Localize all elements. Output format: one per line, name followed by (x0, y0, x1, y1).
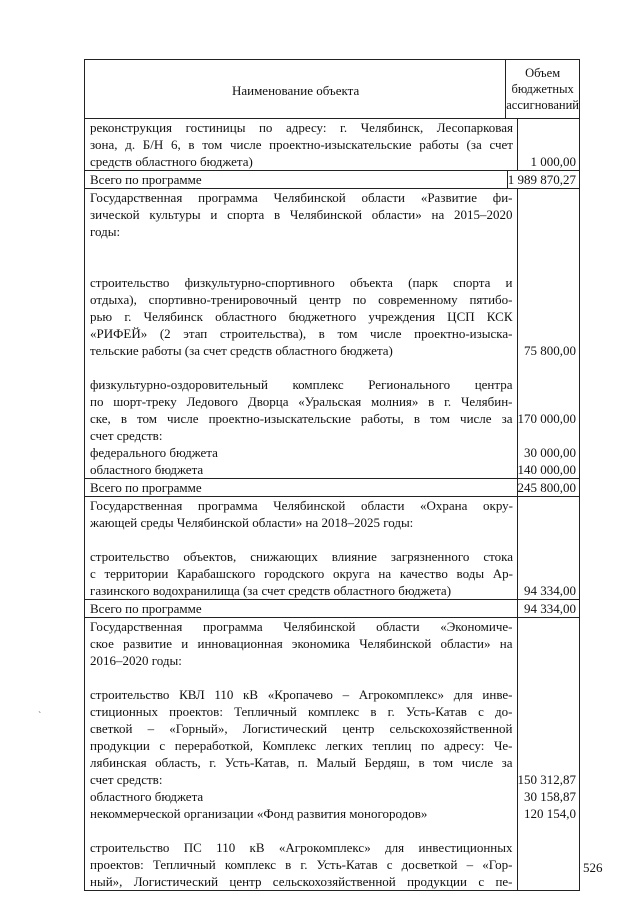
total-value: 245 800,00 (517, 480, 576, 495)
table-row (85, 188, 579, 478)
total-label: Всего по программе (90, 601, 202, 616)
amount-cell: 150 312,87 30 158,87 120 154,0 (517, 772, 576, 821)
program-total-row (85, 599, 579, 617)
table-row (85, 617, 579, 890)
amount-cell: 94 334,00 (524, 583, 576, 598)
program-total-row (85, 170, 579, 188)
total-value: 94 334,00 (524, 601, 576, 616)
amount-cell: 75 800,00 170 000,00 30 000,00 140 000,00 (517, 343, 576, 477)
program-total-row (85, 478, 579, 496)
total-label: Всего по программе (90, 172, 202, 187)
object-name-cell: Государственная программа Челябинской области «Охрана окру- жающей среды Челябинской области» на 2018–2025 годы: строительство объектов, снижающих влияние загрязненного стока с территории Карабашского городского округа на качество воды Ар- газинского водохранилища (за счет средств областного бюджета) (85, 497, 518, 599)
object-name-cell: Государственная программа Челябинской области «Экономиче- ское развитие и инновационная экономика Челябинской области» на 2016–2020 годы: строительство КВЛ 110 кВ «Кропачево – Агрокомплекс» для инве- стиционных проектов: Тепличный комплекс в г. Усть-Катав с до- светкой – «Горный», Логистический центр сельскохозяйственной продукции с переработкой, Комплекс легких теплиц по адресу: Че- лябинская область, г. Усть-Катав, п. Малый Бердяш, в том числе за счет средств: областного бюджета некоммерческой организации «Фонд развития моногородов» строительство ПС 110 кВ «Агрокомплекс» для инвестиционных проектов: Тепличный комплекс в г. Усть-Катав с досветкой – «Гор- ный», Логистический центр сельскохозяйственной продукции с пе- (85, 618, 518, 890)
table-row (85, 118, 579, 170)
name-column-header: Наименование объекта (85, 60, 506, 118)
amount-cell: 1 000,00 (530, 154, 576, 169)
amount-column-header: Объем бюджетных ассигнований (506, 66, 579, 112)
total-value: 1 989 870,27 (507, 172, 576, 187)
page-number: 526 (583, 860, 603, 875)
total-label: Всего по программе (90, 480, 202, 495)
table-row (85, 496, 579, 599)
table-header (85, 60, 579, 118)
scan-dot-mark: ` (38, 711, 42, 722)
object-name-cell: Государственная программа Челябинской области «Развитие фи- зической культуры и спорта в Челябинской области» на 2015–2020 годы: строительство физкультурно-спортивного объекта (парк спорта и отдыха), спортивно-тренировочный центр по современному пятибо- рью г. Челябинск областного бюджетного учреждения ЦСП КСК «РИФЕЙ» (2 этап строительства), в том числе проектно-изыска- тельские работы (за счет средств областного бюджета) физкультурно-оздоровительный комплекс Регионального центра по шорт-треку Ледового Дворца «Уральская молния» в г. Челябин- ске, в том числе проектно-изыскательские работы, в том числе за счет средств: федерального бюджета областного бюджета (85, 189, 518, 478)
object-name-cell: реконструкция гостиницы по адресу: г. Челябинск, Лесопарковая зона, д. Б/Н 6, в том числе проектно-изыскательские работы (за счет средств областного бюджета) (85, 119, 518, 170)
budget-table (84, 59, 580, 891)
